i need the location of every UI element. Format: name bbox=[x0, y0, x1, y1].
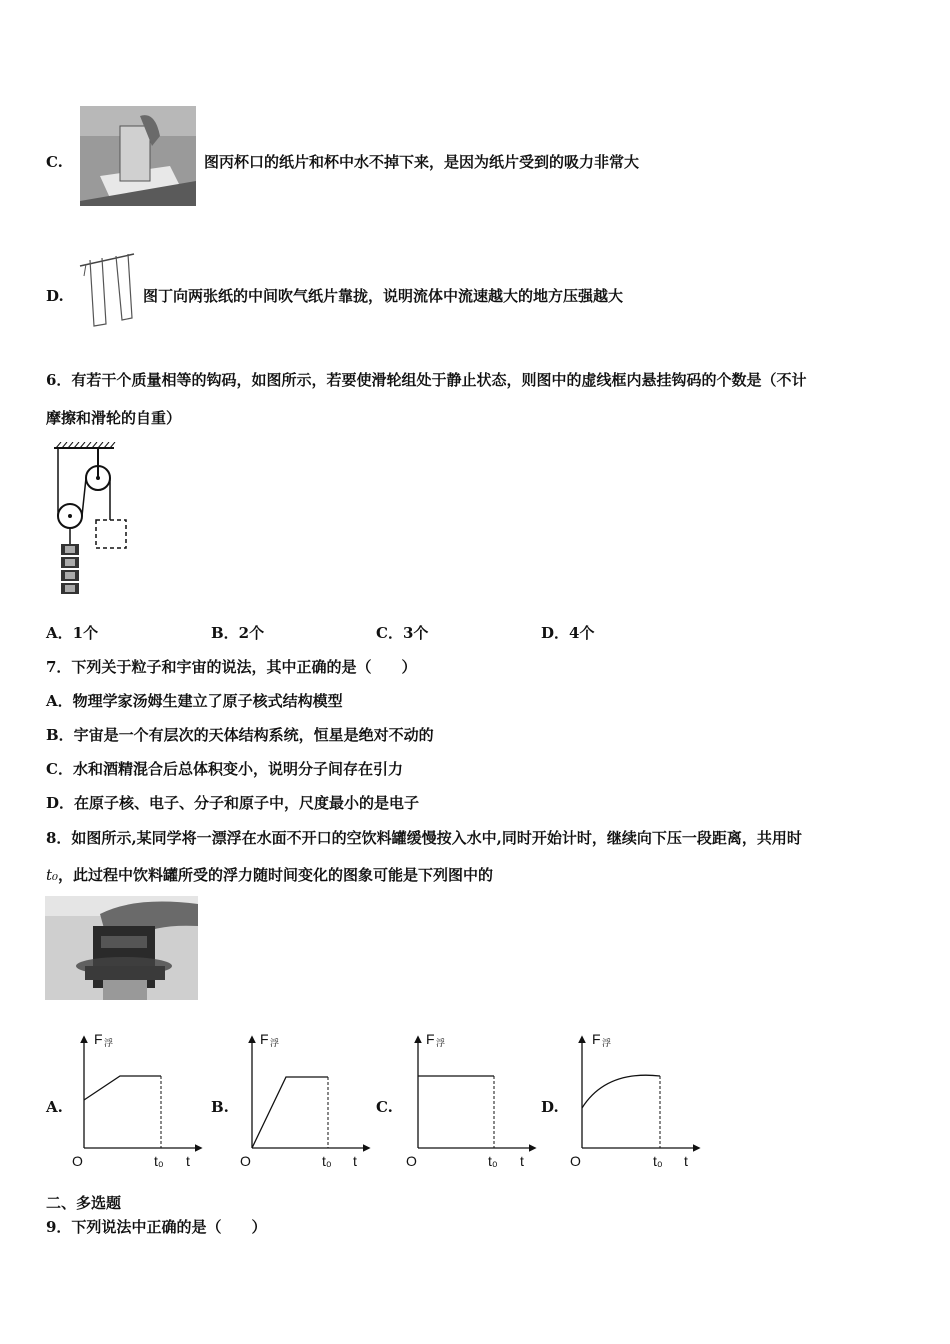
force-curve bbox=[582, 1075, 660, 1108]
q8-stem-line2 bbox=[46, 865, 493, 885]
t-label: t bbox=[353, 1153, 357, 1169]
q6-option-d[interactable]: D．4个 bbox=[541, 624, 595, 642]
origin-label: O bbox=[406, 1153, 417, 1169]
q7-stem: 7．下列关于粒子和宇宙的说法，其中正确的是（ ） bbox=[46, 658, 417, 676]
two-paper-sheets-illustration bbox=[76, 240, 140, 330]
q8-graph-b bbox=[236, 1030, 376, 1172]
option-c-label: C. bbox=[46, 153, 63, 171]
q8-graph-b-label[interactable]: B. bbox=[211, 1098, 229, 1116]
q6-stem-line2: 摩擦和滑轮的自重） bbox=[46, 409, 182, 427]
q6-option-b[interactable]: B．2个 bbox=[211, 624, 265, 642]
can-in-water-illustration bbox=[45, 896, 198, 1000]
t-label: t bbox=[186, 1153, 190, 1169]
origin-label: O bbox=[570, 1153, 581, 1169]
t0-label: t₀ bbox=[488, 1153, 498, 1169]
option-d-text: 图丁向两张纸的中间吹气纸片靠拢，说明流体中流速越大的地方压强越大 bbox=[143, 287, 624, 305]
y-axis-label: F bbox=[426, 1031, 435, 1047]
t-label: t bbox=[520, 1153, 524, 1169]
q7-option-c[interactable]: C．水和酒精混合后总体积变小，说明分子间存在引力 bbox=[46, 760, 403, 778]
q8-graph-a bbox=[68, 1030, 208, 1172]
t0-label: t₀ bbox=[322, 1153, 332, 1169]
y-axis-subscript: 浮 bbox=[270, 1038, 280, 1048]
t0-variable: t₀ bbox=[46, 866, 59, 884]
t-label: t bbox=[684, 1153, 688, 1169]
q8-graph-d bbox=[566, 1030, 706, 1172]
q7-option-a[interactable]: A．物理学家汤姆生建立了原子核式结构模型 bbox=[46, 692, 343, 710]
q8-graph-a-label[interactable]: A. bbox=[46, 1098, 63, 1116]
can-pressing-photo bbox=[45, 896, 198, 1000]
option-c-text: 图丙杯口的纸片和杯中水不掉下来，是因为纸片受到的吸力非常大 bbox=[204, 153, 640, 171]
y-axis-subscript: 浮 bbox=[436, 1038, 446, 1048]
pulley-system-figure bbox=[48, 442, 138, 604]
origin-label: O bbox=[240, 1153, 251, 1169]
cup-paper-photo-illustration bbox=[80, 106, 196, 206]
force-curve bbox=[252, 1077, 328, 1148]
q7-option-d[interactable]: D．在原子核、电子、分子和原子中，尺度最小的是电子 bbox=[46, 794, 420, 812]
y-axis-label: F bbox=[94, 1031, 103, 1047]
y-axis-subscript: 浮 bbox=[104, 1038, 114, 1048]
q9-stem: 9．下列说法中正确的是（ ） bbox=[46, 1218, 267, 1236]
blowing-paper-figure bbox=[76, 240, 140, 330]
option-d-label: D. bbox=[46, 287, 64, 305]
q6-stem-line1: 6．有若干个质量相等的钩码，如图所示，若要使滑轮组处于静止状态，则图中的虚线框内悬挂钩码的个数是（不计 bbox=[46, 371, 807, 389]
y-axis-label: F bbox=[260, 1031, 269, 1047]
q8-stem-line1: 8．如图所示,某同学将一漂浮在水面不开口的空饮料罐缓慢按入水中,同时开始计时，继续向下压一段距离，共用时 bbox=[46, 829, 802, 847]
pulley-system-illustration bbox=[48, 442, 138, 604]
force-curve bbox=[84, 1076, 161, 1100]
q6-option-a[interactable]: A．1个 bbox=[46, 624, 99, 642]
t0-label: t₀ bbox=[653, 1153, 663, 1169]
q8-stem-line2-rest: ，此过程中饮料罐所受的浮力随时间变化的图象可能是下列图中的 bbox=[58, 866, 494, 884]
y-axis-subscript: 浮 bbox=[602, 1038, 612, 1048]
q8-graph-c bbox=[402, 1030, 542, 1172]
origin-label: O bbox=[72, 1153, 83, 1169]
q8-graph-d-label[interactable]: D. bbox=[541, 1098, 559, 1116]
cup-paper-photo bbox=[80, 106, 196, 206]
t0-label: t₀ bbox=[154, 1153, 164, 1169]
q8-graph-c-label[interactable]: C. bbox=[376, 1098, 393, 1116]
y-axis-label: F bbox=[592, 1031, 601, 1047]
q7-option-b[interactable]: B．宇宙是一个有层次的天体结构系统，恒星是绝对不动的 bbox=[46, 726, 434, 744]
section-2-title: 二、多选题 bbox=[46, 1194, 122, 1212]
q6-option-c[interactable]: C．3个 bbox=[376, 624, 429, 642]
